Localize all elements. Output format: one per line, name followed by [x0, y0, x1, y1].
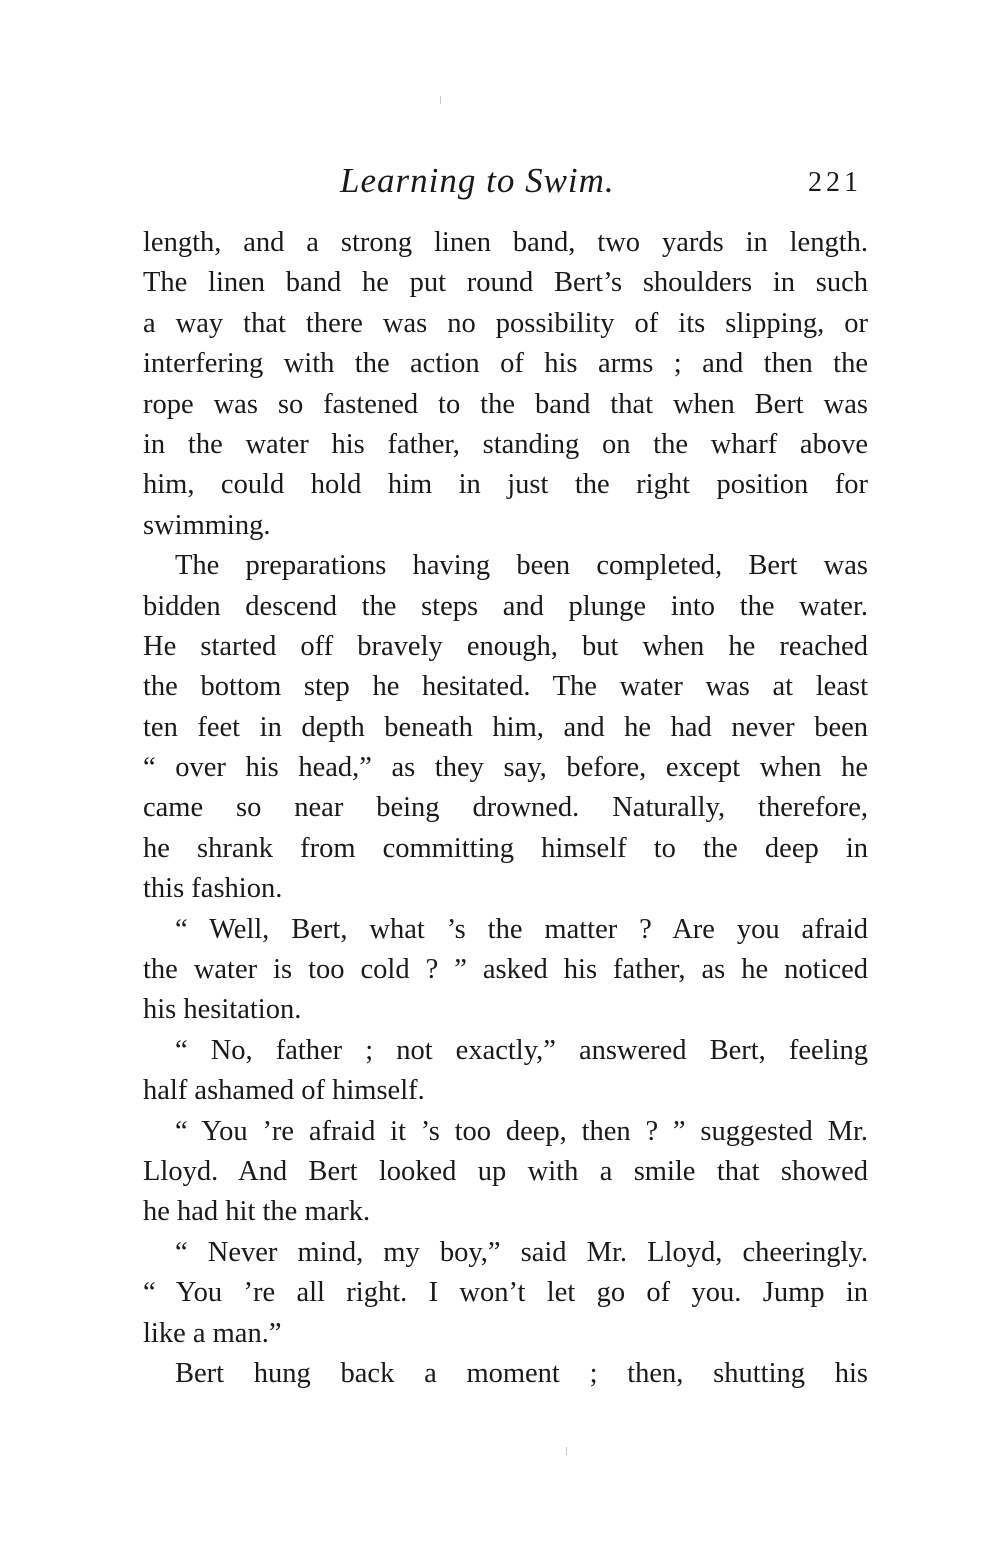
scan-mark-bottom [566, 1447, 567, 1455]
text-line: came so near being drowned. Naturally, therefore, [143, 792, 868, 824]
text-line: a way that there was no possibility of its slipping, or [143, 307, 868, 339]
body-text [143, 223, 868, 1394]
text-line: bidden descend the steps and plunge into the water. [143, 590, 868, 622]
text-line: like a man.” [143, 1317, 282, 1349]
paragraph-first-line: “ Well, Bert, what ’s the matter ? Are you afraid [175, 913, 868, 945]
text-line: the bottom step he hesitated. The water was at least [143, 671, 868, 703]
text-line: him, could hold him in just the right position for [143, 469, 868, 501]
text-line: ten feet in depth beneath him, and he had never been [143, 711, 868, 743]
running-title: Learning to Swim. [340, 161, 615, 200]
paragraph-first-line: The preparations having been completed, Bert was [175, 550, 868, 582]
paragraph-first-line: “ Never mind, my boy,” said Mr. Lloyd, cheeringly. [175, 1236, 868, 1268]
paragraph-first-line: “ No, father ; not exactly,” answered Bert, feeling [175, 1034, 868, 1066]
text-line: rope was so fastened to the band that when Bert was [143, 388, 868, 420]
text-line: Lloyd. And Bert looked up with a smile that showed [143, 1155, 868, 1187]
text-line: He started off bravely enough, but when he reached [143, 630, 868, 662]
text-line: half ashamed of himself. [143, 1075, 425, 1107]
text-line: “ over his head,” as they say, before, except when he [143, 752, 868, 784]
text-line: he had hit the mark. [143, 1196, 371, 1228]
text-line: in the water his father, standing on the wharf above [143, 428, 868, 460]
scan-mark-top [440, 96, 441, 104]
page-header [140, 158, 870, 208]
text-line: The linen band he put round Bert’s shoulders in such [143, 267, 868, 299]
text-line: length, and a strong linen band, two yards in length. [143, 227, 868, 258]
paragraph-first-line: “ You ’re afraid it ’s too deep, then ? ” suggested Mr. [175, 1115, 868, 1147]
text-line: his hesitation. [143, 994, 302, 1026]
text-line: this fashion. [143, 873, 283, 905]
text-line: interfering with the action of his arms ; and then the [143, 348, 868, 380]
text-line: he shrank from committing himself to the deep in [143, 832, 868, 864]
text-line: “ You ’re all right. I won’t let go of you. Jump in [143, 1277, 868, 1309]
page-number: 221 [808, 167, 862, 198]
text-line: the water is too cold ? ” asked his father, as he noticed [143, 954, 868, 986]
text-line: swimming. [143, 509, 271, 541]
paragraph-first-line: Bert hung back a moment ; then, shutting his [175, 1357, 868, 1389]
